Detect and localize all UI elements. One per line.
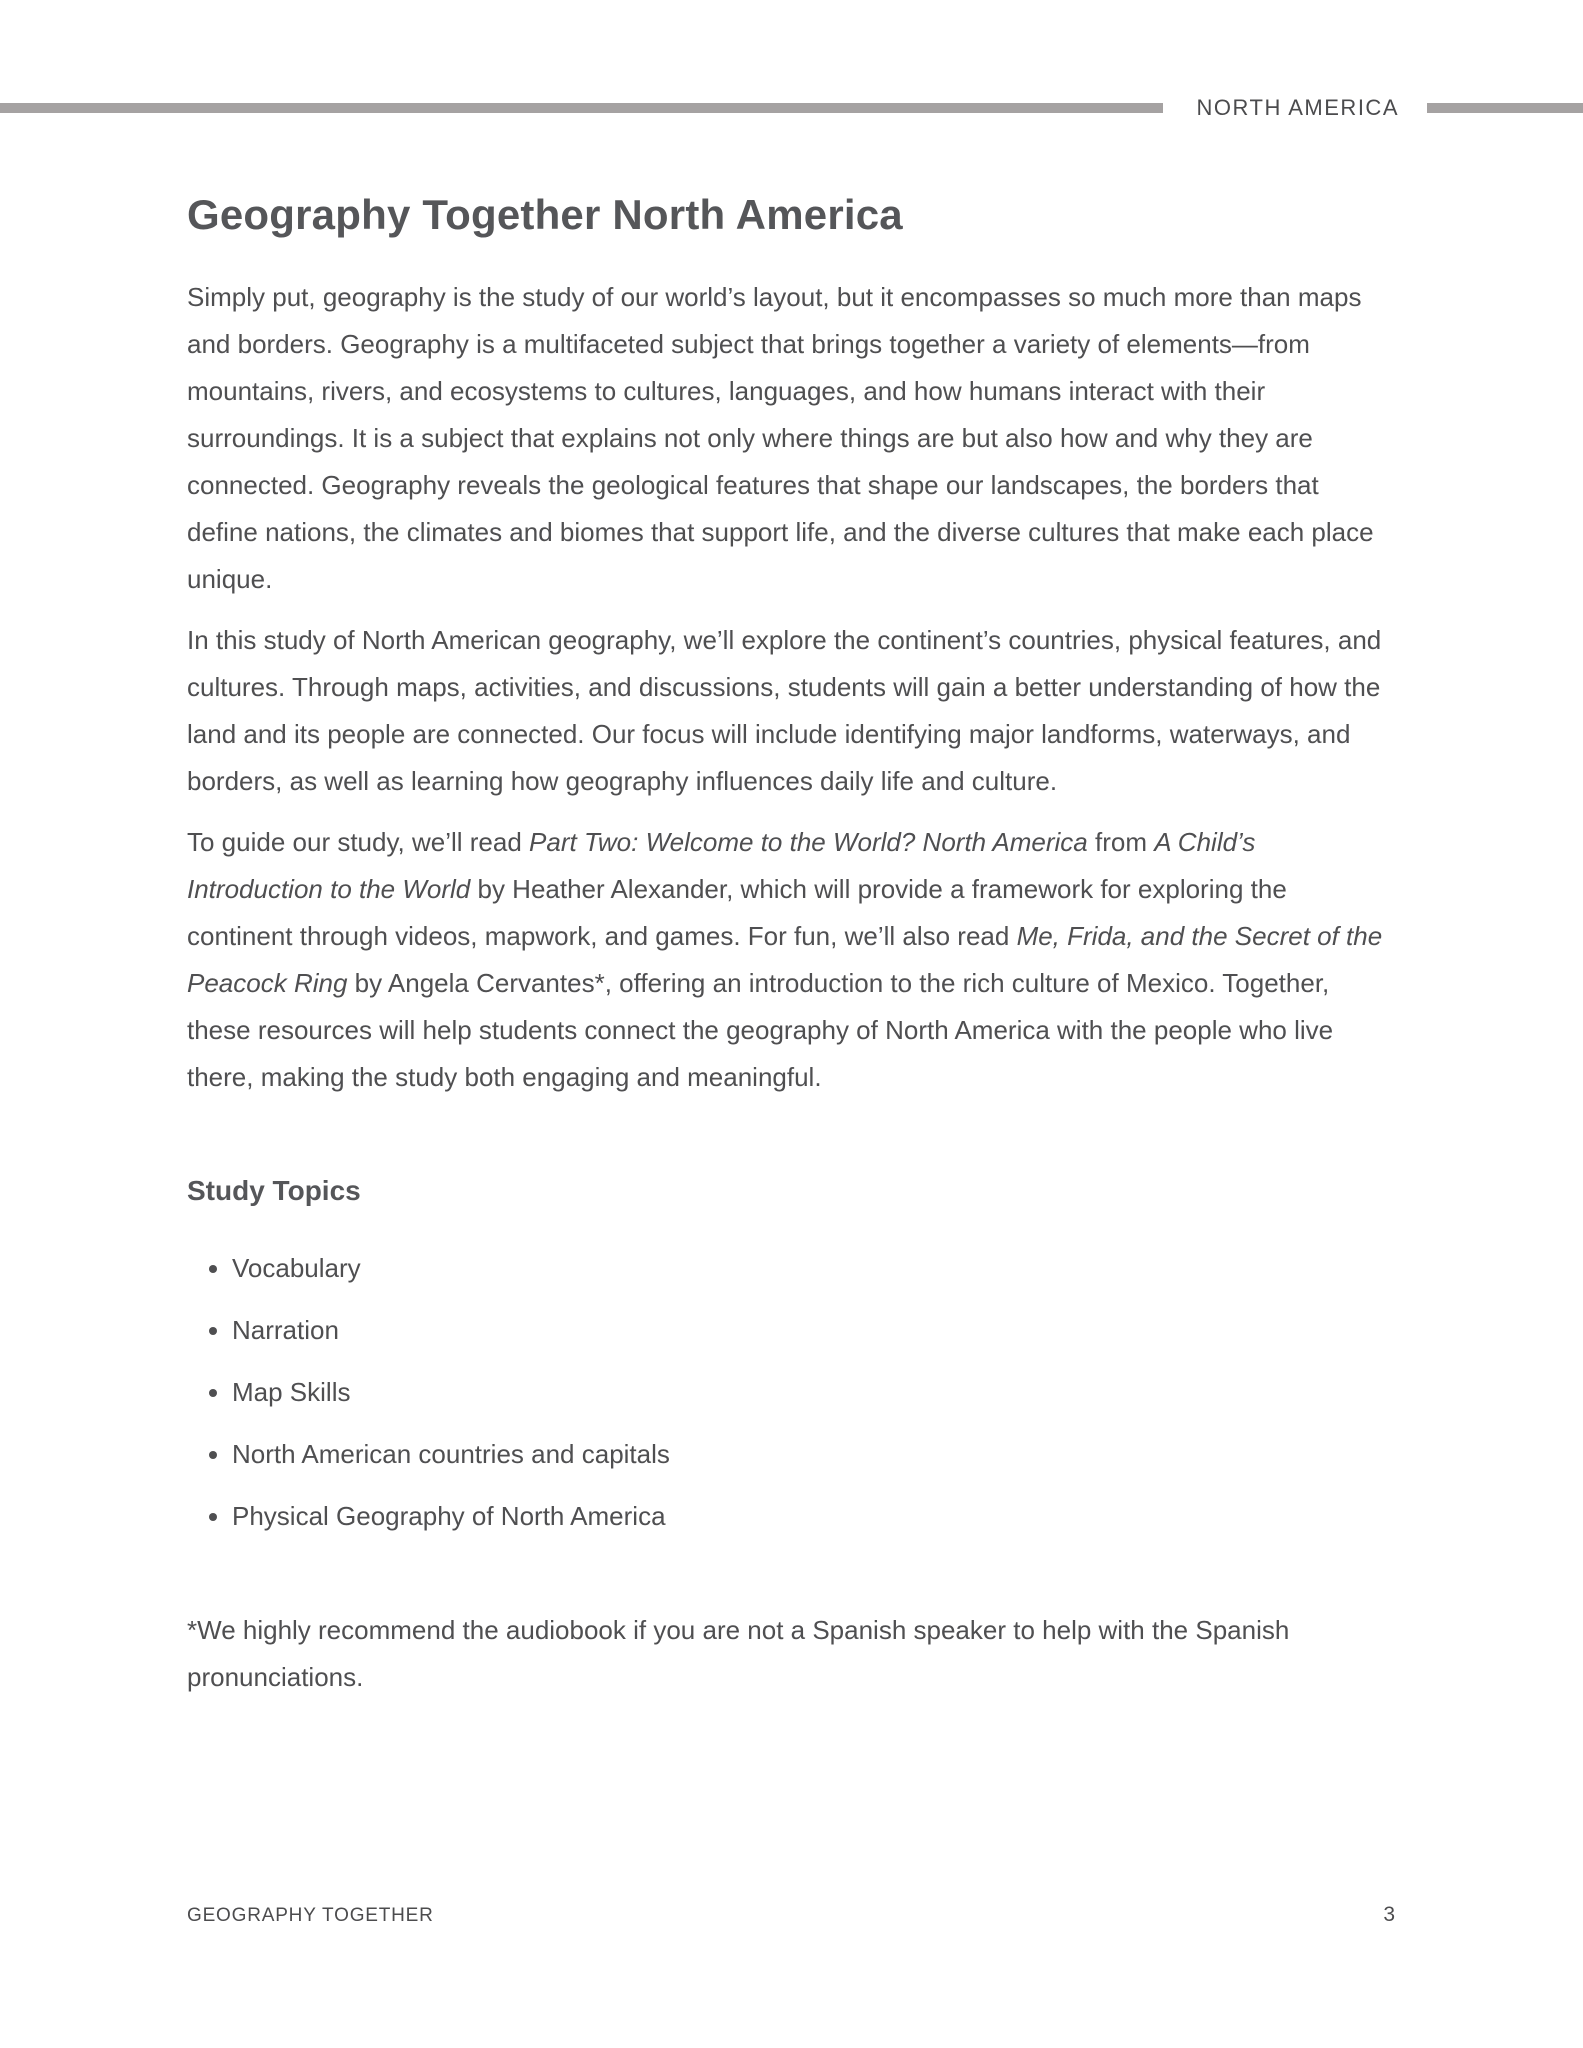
list-item: • Physical Geography of North America xyxy=(232,1493,1395,1540)
header-section-label: NORTH AMERICA xyxy=(1196,95,1399,120)
footnote: *We highly recommend the audiobook if you are not a Spanish speaker to help with the Spanish pronunciations. xyxy=(187,1615,1290,1692)
study-topics-list xyxy=(187,1245,1395,1540)
document-content xyxy=(187,113,1395,1701)
study-topics-heading: Study Topics xyxy=(187,1175,361,1206)
header-rule-right xyxy=(1427,103,1583,113)
list-item: • Map Skills xyxy=(232,1369,1395,1416)
list-item: • North American countries and capitals xyxy=(232,1431,1395,1478)
paragraph: In this study of North American geography, we’ll explore the continent’s countries, physical features, and cultures. Through maps, activities, and discussions, students will gain a better understanding of how the land and its people are connected. Our focus will include identifying major landforms, waterways, and borders, as well as learning how geography influences daily life and culture. xyxy=(187,625,1382,796)
page-number: 3 xyxy=(1383,1903,1395,1926)
paragraph: To guide our study, we’ll read Part Two: Welcome to the World? North America from A Child’s Introduction to the World by Heather Alexander, which will provide a framework for exploring the continent through videos, mapwork, and games. For fun, we’ll also read Me, Frida, and the Secret of the Peacock Ring by Angela Cervantes*, offering an introduction to the rich culture of Mexico. Together, these resources will help students connect the geography of North America with the people who live there, making the study both engaging and meaningful. xyxy=(187,827,1383,1092)
list-item: • Vocabulary xyxy=(232,1245,1395,1292)
paragraph: Simply put, geography is the study of our world’s layout, but it encompasses so much more than maps and borders. Geography is a multifaceted subject that brings together a variety of elements—from mountains, rivers, and ecosystems to cultures, languages, and how humans interact with their surroundings. It is a subject that explains not only where things are but also how and why they are connected. Geography reveals the geological features that shape our landscapes, the borders that define nations, the climates and biomes that support life, and the diverse cultures that make each place unique. xyxy=(187,282,1374,594)
paragraphs xyxy=(187,274,1395,1101)
header-rule-left xyxy=(0,103,1163,113)
page-footer xyxy=(187,1903,1395,1927)
footer-document-title: GEOGRAPHY TOGETHER xyxy=(187,1905,434,1926)
page-title: Geography Together North America xyxy=(187,191,903,238)
list-item: • Narration xyxy=(232,1307,1395,1354)
